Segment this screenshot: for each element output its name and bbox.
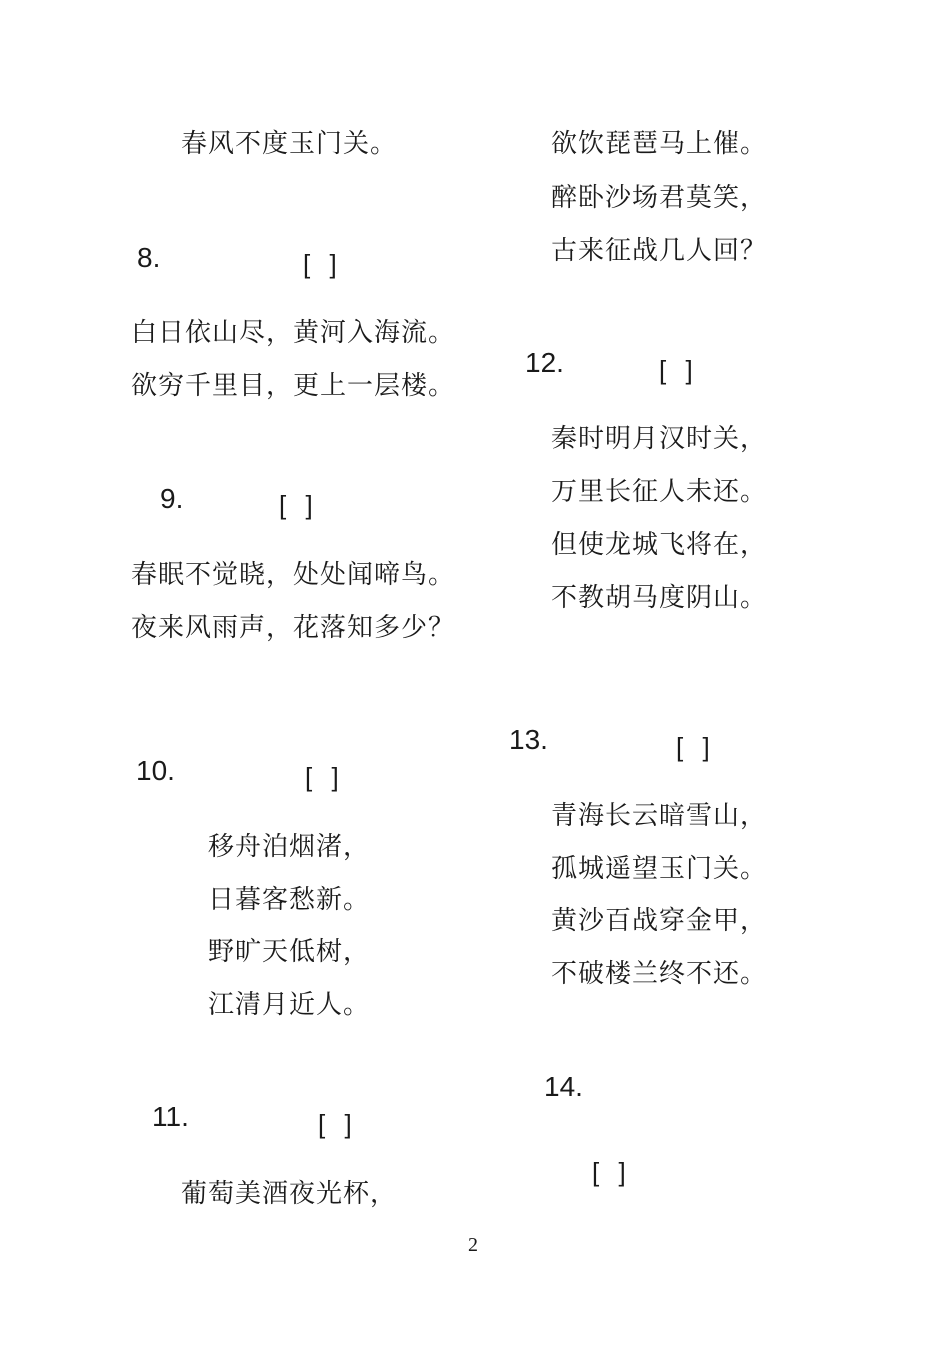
answer-bracket-12[interactable]: [ ] bbox=[659, 355, 693, 385]
answer-bracket-13[interactable]: [ ] bbox=[676, 732, 710, 762]
question-number-11: 11. bbox=[152, 1101, 189, 1132]
question-number-8: 8. bbox=[137, 242, 161, 273]
poem-line: 孤城遥望玉门关。 bbox=[551, 854, 768, 884]
poem-line: 秦时明月汉时关， bbox=[551, 424, 768, 454]
question-number-12: 12. bbox=[525, 347, 564, 378]
poem-line: 葡萄美酒夜光杯， bbox=[181, 1179, 398, 1209]
poem-line: 江清月近人。 bbox=[208, 990, 371, 1020]
poem-line: 欲穷千里目，更上一层楼。 bbox=[131, 371, 456, 401]
poem-line: 春眠不觉晓，处处闻啼鸟。 bbox=[131, 560, 456, 590]
question-number-14: 14. bbox=[544, 1071, 583, 1102]
poem-line: 古来征战几人回？ bbox=[551, 236, 768, 266]
poem-line: 春风不度玉门关。 bbox=[181, 129, 398, 159]
poem-line: 欲饮琵琶马上催。 bbox=[551, 129, 768, 159]
answer-bracket-14[interactable]: [ ] bbox=[592, 1157, 626, 1187]
poem-line: 不破楼兰终不还。 bbox=[551, 959, 768, 989]
poem-line: 但使龙城飞将在， bbox=[551, 530, 768, 560]
page-number: 2 bbox=[468, 1234, 478, 1256]
answer-bracket-9[interactable]: [ ] bbox=[279, 490, 313, 520]
question-number-10: 10. bbox=[136, 755, 175, 786]
poem-line: 黄沙百战穿金甲， bbox=[551, 906, 768, 936]
answer-bracket-8[interactable]: [ ] bbox=[303, 249, 337, 279]
poem-line: 青海长云暗雪山， bbox=[551, 801, 768, 831]
question-number-13: 13. bbox=[509, 724, 548, 755]
poem-line: 夜来风雨声，花落知多少？ bbox=[131, 613, 456, 643]
poem-line: 不教胡马度阴山。 bbox=[551, 583, 768, 613]
poem-line: 野旷天低树， bbox=[208, 937, 371, 967]
poem-line: 万里长征人未还。 bbox=[551, 477, 768, 507]
question-number-9: 9. bbox=[160, 483, 184, 514]
poem-line: 日暮客愁新。 bbox=[208, 885, 371, 915]
poem-line: 白日依山尽，黄河入海流。 bbox=[131, 318, 456, 348]
answer-bracket-10[interactable]: [ ] bbox=[305, 762, 339, 792]
poem-line: 醉卧沙场君莫笑， bbox=[551, 183, 768, 213]
answer-bracket-11[interactable]: [ ] bbox=[318, 1109, 352, 1139]
poem-line: 移舟泊烟渚， bbox=[208, 832, 371, 862]
